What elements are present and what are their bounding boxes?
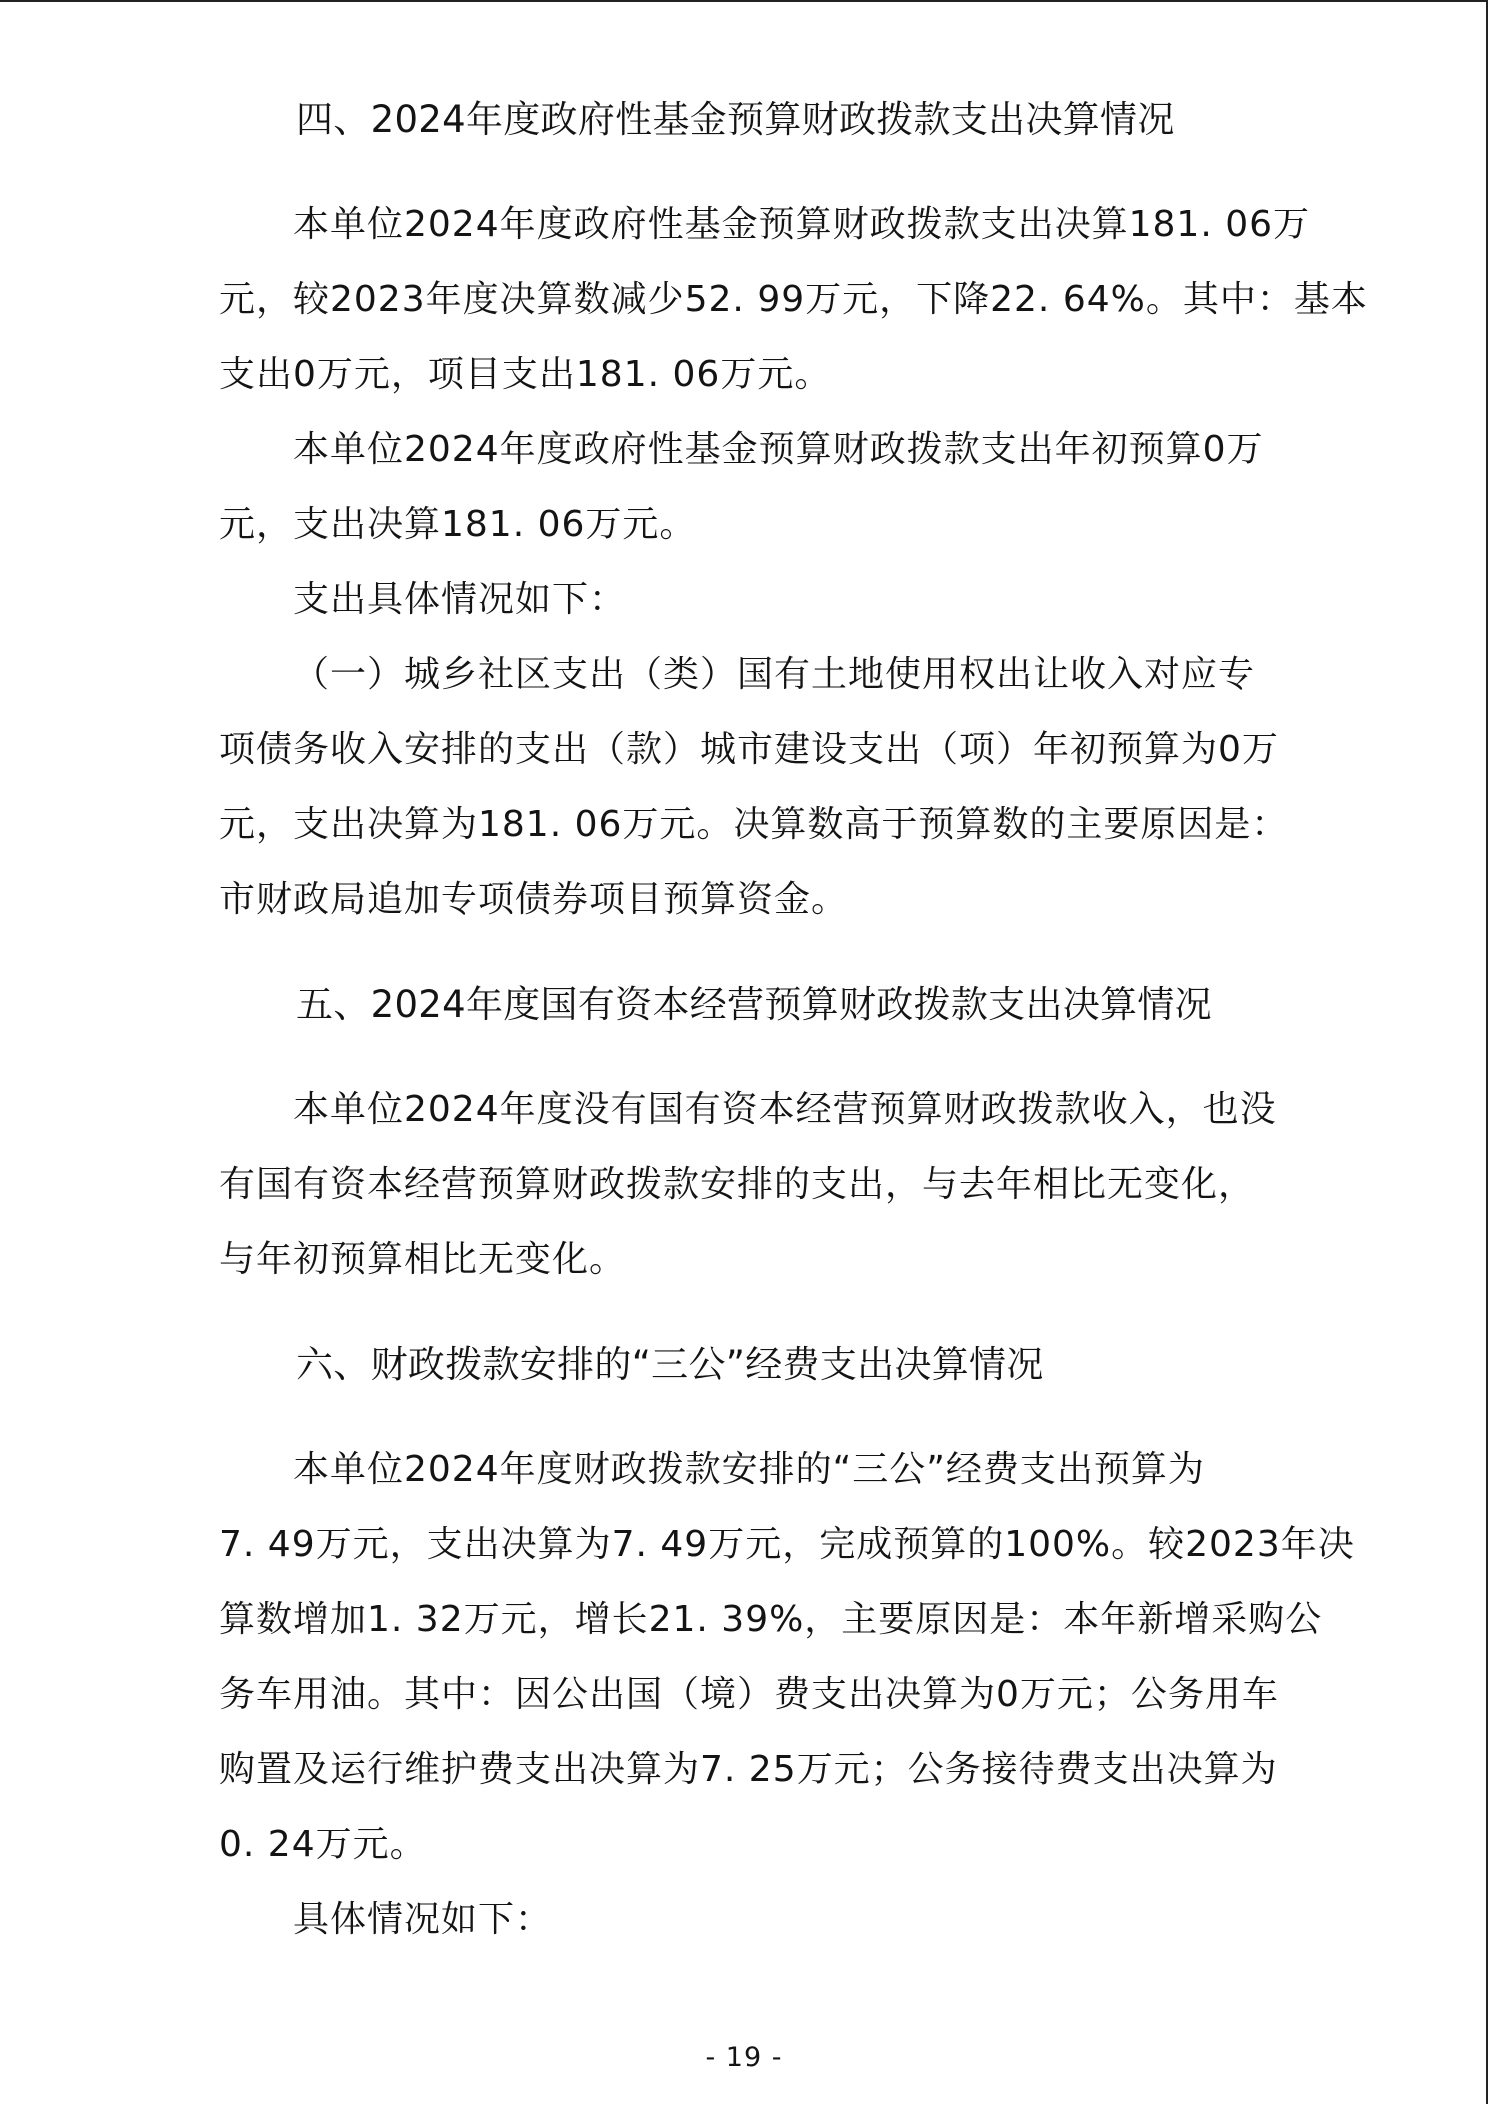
text-line: 元，较2023年度决算数减少52. 99万元，下降22. 64%。其中：基本 [219, 279, 1368, 320]
text-line: （一）城乡社区支出（类）国有土地使用权出让收入对应专 [293, 654, 1256, 695]
text-line: 元，支出决算181. 06万元。 [219, 504, 697, 545]
text-line: 与年初预算相比无变化。 [219, 1239, 627, 1280]
section-6-heading: 六、财政拨款安排的“三公”经费支出决算情况 [296, 1343, 1044, 1386]
text-line: 7. 49万元，支出决算为7. 49万元，完成预算的100%。较2023年决 [219, 1524, 1355, 1565]
text-line: 市财政局追加专项债券项目预算资金。 [219, 879, 849, 920]
text-line: 项债务收入安排的支出（款）城市建设支出（项）年初预算为0万 [219, 729, 1279, 770]
text-line: 购置及运行维护费支出决算为7. 25万元；公务接待费支出决算为 [219, 1749, 1278, 1790]
text-line: 本单位2024年度政府性基金预算财政拨款支出决算181. 06万 [293, 204, 1311, 245]
section-5-paragraph-1 [219, 1072, 1289, 1297]
section-5-heading: 五、2024年度国有资本经营预算财政拨款支出决算情况 [296, 983, 1212, 1026]
section-4-paragraph-1 [219, 187, 1368, 412]
text-line: 0. 24万元。 [219, 1824, 427, 1865]
section-4-paragraph-3 [219, 562, 1289, 637]
text-line: 算数增加1. 32万元，增长21. 39%，主要原因是：本年新增采购公 [219, 1599, 1323, 1640]
section-4-heading: 四、2024年度政府性基金预算财政拨款支出决算情况 [296, 98, 1175, 141]
text-line: 支出0万元，项目支出181. 06万元。 [219, 354, 832, 395]
section-4-paragraph-2 [219, 412, 1289, 562]
section-4-paragraph-4 [219, 637, 1289, 937]
page-number: - 19 - [705, 2042, 783, 2073]
text-line: 元，支出决算为181. 06万元。决算数高于预算数的主要原因是： [219, 804, 1289, 845]
text-line: 支出具体情况如下： [293, 579, 627, 620]
text-line: 本单位2024年度没有国有资本经营预算财政拨款收入，也没 [293, 1089, 1277, 1130]
text-line: 务车用油。其中：因公出国（境）费支出决算为0万元；公务用车 [219, 1674, 1279, 1715]
page-content [219, 82, 1368, 1957]
text-line: 有国有资本经营预算财政拨款安排的支出，与去年相比无变化， [219, 1164, 1256, 1205]
text-line: 本单位2024年度政府性基金预算财政拨款支出年初预算0万 [293, 429, 1264, 470]
section-6-paragraph-2 [219, 1882, 1289, 1957]
text-line: 具体情况如下： [293, 1899, 553, 1940]
section-6-paragraph-1 [219, 1432, 1355, 1882]
text-line: 本单位2024年度财政拨款安排的“三公”经费支出预算为 [293, 1449, 1205, 1490]
